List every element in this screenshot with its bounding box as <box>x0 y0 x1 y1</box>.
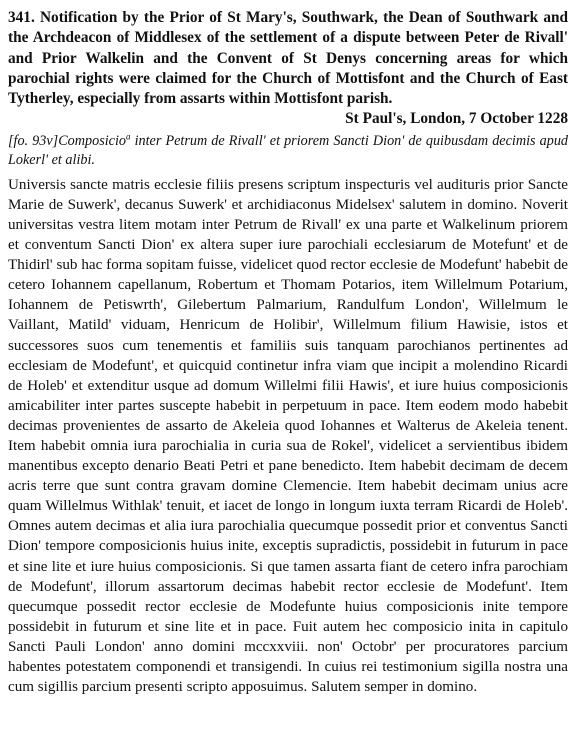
note-mark: a <box>126 131 131 142</box>
endorsement-text-end: inter Petrum de Rivall' et priorem Sancti Dion' de quibusdam decimis apud Lokerl' et alibi. <box>8 132 569 169</box>
document-page <box>8 8 568 697</box>
entry-number: 341. <box>8 9 35 26</box>
folio-reference: [fo. 93v] <box>8 132 59 149</box>
endorsement-text-start: Composicio <box>58 132 126 149</box>
endorsement <box>8 132 568 171</box>
entry-heading <box>8 8 568 109</box>
charter-text: Universis sancte matris ecclesie filiis presens scriptum inspecturis vel audituris prior Sancte Marie de Suwerk', decanus Suwerk' et archidiaconus Midelsex' salutem in domino. Noverit universitas vestra litem motam inter Petrum de Rivall' ex una parte et Walkelinum priorem et conventum Sancti Dion' ex altera super iure parochiali ecclesiarum de Motefunt' et de Thidirl' sub hac forma sopitam fuisse, videlicet quod rector ecclesie de Modefunt' habebit de cetero Iohannem capellanum, Robertum et Thomam Potarios, item Willelmum Potarium, Iohannem de Petiswrth', Gilebertum Palmarium, Randulfum London', Willelmum le Vaillant, Matild' viduam, Henricum de Holibir', Willelmum filium Hawisie, istos et successores suos cum tenementis et familiis suis tanquam parochianos pertinentes ad ecclesiam de Modefunt', et quicquid continetur infra viam que incipit a molendino Ricardi de Holeb' et extenditur usque ad domum Willelmi filii Hawis', et iure huius composicionis amicabiliter inter partes suscepte habebit in perpetuum in pace. Item eodem modo habebit decimas provenientes de assarto de Akeleia quod Iohannes et Walterus de Akeleia tenent. Item habebit omnia iura parochialia in curia sua de Rokel', videlicet a servientibus ibidem manentibus excepto denario Beati Petri et pane benedicto. Item habebit decimam de decem acris terre que sunt contra gravam domine Clemencie. Item habebit decimam unius acre quam Willelmus Withlak' tenuit, et iacet de longo in longum iuxta terram Ricardi de Holeb'. Omnes autem decimas et alia iura parochialia quecumque possedit prior et conventus Sancti Dion' tempore composicionis huius inite, exceptis supradictis, possidebit in futurum in pace et sine lite et iure huius composicionis. Si que tamen assarta fiant de cetero infra parochiam de Modefunt', illorum assartorum decimas habebit rector ecclesie de Modefunt'. Item quecumque possedit rector ecclesie de Modefunte huius composicionis inite tempore possidebit in futurum et sine lite et in pace. Fuit autem hec composicio inita in capitulo Sancti Pauli London' anno domini mccxxviii. non' Octobr' per procuratores parcium habentes potestatem componendi et transigendi. In cuius rei testimonium sigilla nostra una cum sigillis parcium presenti scripto apposuimus. Salutem semper in domino. <box>8 176 568 696</box>
place-date: St Paul's, London, 7 October 1228 <box>345 110 568 128</box>
entry-heading-text: Notification by the Prior of St Mary's, Southwark, the Dean of Southwark and the Archdeacon of Middlesex of the settlement of a dispute between Peter de Rivall' and Prior Walkelin and the Convent of St Denys concerning areas for which parochial rights were claimed for the Church of Mottisfont and the Church of East Tytherley, especially from assarts within Mottisfont parish. <box>8 9 568 108</box>
